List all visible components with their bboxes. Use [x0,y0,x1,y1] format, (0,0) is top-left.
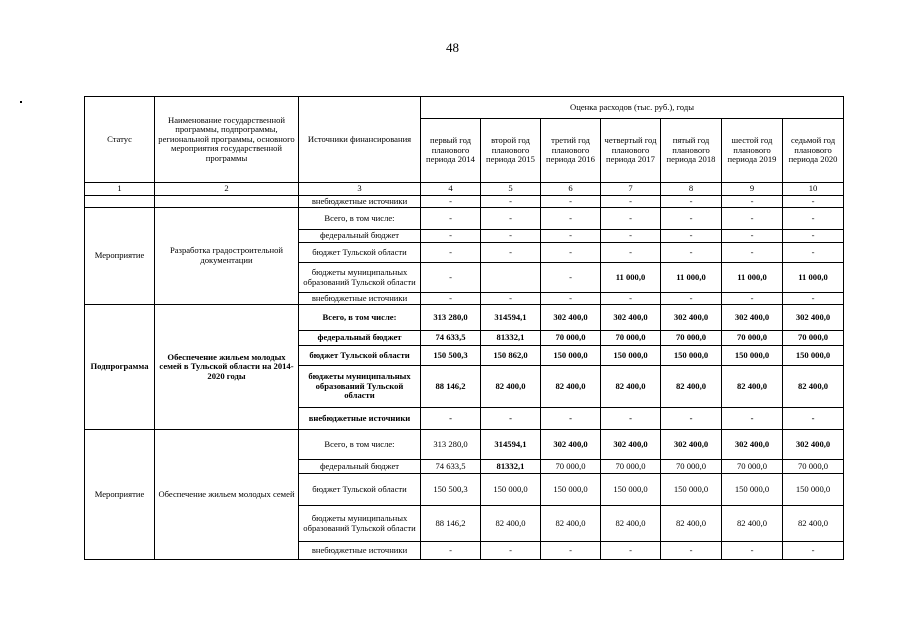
column-number: 3 [299,183,421,196]
value-cell: 88 146,2 [421,366,481,408]
status-cell: Мероприятие [85,430,155,560]
value-cell: - [783,293,844,305]
value-cell: 302 400,0 [601,305,661,331]
value-cell: - [541,243,601,263]
value-cell: - [481,208,541,230]
status-cell [85,196,155,208]
value-cell: 150 500,3 [421,346,481,366]
value-cell: - [783,243,844,263]
value-cell: 150 000,0 [541,474,601,506]
value-cell: 150 000,0 [481,474,541,506]
column-number: 10 [783,183,844,196]
value-cell: - [722,408,783,430]
value-cell: 82 400,0 [722,506,783,542]
source-cell: внебюджетные источники [299,542,421,560]
value-cell: 11 000,0 [661,263,722,293]
value-cell: - [783,208,844,230]
column-number: 1 [85,183,155,196]
value-cell: 70 000,0 [722,331,783,346]
status-cell: Подпрограмма [85,305,155,430]
value-cell: - [481,542,541,560]
value-cell: 82 400,0 [783,366,844,408]
source-cell: бюджеты муниципальных образований Тульской области [299,263,421,293]
value-cell: - [421,293,481,305]
value-cell: - [783,230,844,243]
value-cell: - [601,230,661,243]
value-cell: 74 633,5 [421,460,481,474]
value-cell: - [481,293,541,305]
source-cell: федеральный бюджет [299,460,421,474]
value-cell: - [661,196,722,208]
source-cell: федеральный бюджет [299,331,421,346]
value-cell: 150 000,0 [541,346,601,366]
value-cell: 82 400,0 [661,366,722,408]
value-cell: - [722,208,783,230]
value-cell: 150 000,0 [722,346,783,366]
value-cell: 150 000,0 [722,474,783,506]
value-cell: 302 400,0 [601,430,661,460]
value-cell: - [421,263,481,293]
source-cell: бюджеты муниципальных образований Тульской области [299,506,421,542]
value-cell: 302 400,0 [661,305,722,331]
value-cell: - [722,243,783,263]
header-year-6: шестой год планового периода 2019 [722,119,783,183]
header-status: Статус [85,97,155,183]
scan-speck [20,101,22,103]
value-cell: - [722,293,783,305]
value-cell: - [421,542,481,560]
value-cell: - [421,243,481,263]
header-name: Наименование государственной программы, подпрограммы, региональной программы, основного мероприятия государственной программы [155,97,299,183]
value-cell: 82 400,0 [481,506,541,542]
value-cell: 82 400,0 [601,366,661,408]
column-number: 6 [541,183,601,196]
header-year-5: пятый год планового периода 2018 [661,119,722,183]
value-cell: - [783,542,844,560]
value-cell: 302 400,0 [541,430,601,460]
value-cell: 11 000,0 [601,263,661,293]
value-cell: - [661,208,722,230]
value-cell: 70 000,0 [722,460,783,474]
value-cell: 82 400,0 [541,366,601,408]
source-cell: бюджет Тульской области [299,474,421,506]
value-cell: - [541,408,601,430]
header-sources: Источники финансирования [299,97,421,183]
value-cell: - [601,542,661,560]
value-cell: 70 000,0 [661,460,722,474]
value-cell: - [541,542,601,560]
value-cell: 70 000,0 [601,331,661,346]
value-cell: 150 000,0 [661,474,722,506]
value-cell: 11 000,0 [722,263,783,293]
header-year-2: второй год планового периода 2015 [481,119,541,183]
source-cell: Всего, в том числе: [299,208,421,230]
column-number: 8 [661,183,722,196]
value-cell: 150 000,0 [783,474,844,506]
value-cell: - [421,196,481,208]
name-cell [155,196,299,208]
value-cell: 82 400,0 [783,506,844,542]
column-number: 5 [481,183,541,196]
value-cell: - [722,542,783,560]
table-row [85,305,844,331]
value-cell: 82 400,0 [601,506,661,542]
value-cell: - [421,408,481,430]
source-cell: внебюджетные источники [299,196,421,208]
value-cell: 82 400,0 [661,506,722,542]
header-year-7: седьмой год планового периода 2020 [783,119,844,183]
value-cell: - [541,230,601,243]
value-cell: - [661,542,722,560]
value-cell: - [722,196,783,208]
column-number: 7 [601,183,661,196]
header-year-1: первый год планового периода 2014 [421,119,481,183]
value-cell: - [661,243,722,263]
value-cell: 302 400,0 [541,305,601,331]
source-cell: внебюджетные источники [299,408,421,430]
value-cell: 81332,1 [481,331,541,346]
name-cell: Разработка градостроительной документации [155,208,299,305]
value-cell: - [661,408,722,430]
value-cell: - [601,408,661,430]
value-cell: 82 400,0 [541,506,601,542]
source-cell: Всего, в том числе: [299,305,421,331]
value-cell: 302 400,0 [661,430,722,460]
value-cell: 150 000,0 [783,346,844,366]
value-cell: 70 000,0 [783,460,844,474]
source-cell: бюджет Тульской области [299,346,421,366]
value-cell: - [783,196,844,208]
table-row [85,208,844,230]
value-cell: 74 633,5 [421,331,481,346]
header-year-4: четвертый год планового периода 2017 [601,119,661,183]
value-cell: 314594,1 [481,430,541,460]
status-cell: Мероприятие [85,208,155,305]
value-cell: - [661,293,722,305]
value-cell: - [601,243,661,263]
column-number: 2 [155,183,299,196]
value-cell [481,263,541,293]
value-cell: - [481,408,541,430]
source-cell: бюджет Тульской области [299,243,421,263]
value-cell: 314594,1 [481,305,541,331]
value-cell: - [421,230,481,243]
header-estimate: Оценка расходов (тыс. руб.), годы [421,97,844,119]
value-cell: 82 400,0 [481,366,541,408]
page-number: 48 [446,40,459,55]
value-cell: - [601,293,661,305]
value-cell: - [481,243,541,263]
value-cell: 70 000,0 [661,331,722,346]
source-cell: Всего, в том числе: [299,430,421,460]
value-cell: 81332,1 [481,460,541,474]
value-cell: 302 400,0 [722,430,783,460]
value-cell: - [661,230,722,243]
value-cell: - [601,208,661,230]
value-cell: 150 000,0 [661,346,722,366]
value-cell: 70 000,0 [541,331,601,346]
value-cell: 302 400,0 [783,430,844,460]
value-cell: 150 000,0 [601,346,661,366]
value-cell: - [541,293,601,305]
source-cell: федеральный бюджет [299,230,421,243]
source-cell: внебюджетные источники [299,293,421,305]
value-cell: - [541,208,601,230]
name-cell: Обеспечение жильем молодых семей [155,430,299,560]
value-cell: 313 280,0 [421,305,481,331]
column-number: 9 [722,183,783,196]
value-cell: 70 000,0 [541,460,601,474]
value-cell: 313 280,0 [421,430,481,460]
value-cell: - [783,408,844,430]
value-cell: 150 000,0 [601,474,661,506]
header-year-3: третий год планового периода 2016 [541,119,601,183]
name-cell: Обеспечение жильем молодых семей в Тульской области на 2014-2020 годы [155,305,299,430]
value-cell: - [722,230,783,243]
financing-table [84,96,844,560]
value-cell: 302 400,0 [783,305,844,331]
value-cell: 150 862,0 [481,346,541,366]
value-cell: - [421,208,481,230]
value-cell: - [481,196,541,208]
value-cell: 150 500,3 [421,474,481,506]
value-cell: - [541,263,601,293]
table-row [85,196,844,208]
source-cell: бюджеты муниципальных образований Тульской области [299,366,421,408]
column-number: 4 [421,183,481,196]
value-cell: 88 146,2 [421,506,481,542]
value-cell: 302 400,0 [722,305,783,331]
value-cell: 11 000,0 [783,263,844,293]
value-cell: - [481,230,541,243]
value-cell: - [601,196,661,208]
value-cell: 70 000,0 [601,460,661,474]
table-row [85,430,844,460]
value-cell: 70 000,0 [783,331,844,346]
value-cell: - [541,196,601,208]
value-cell: 82 400,0 [722,366,783,408]
